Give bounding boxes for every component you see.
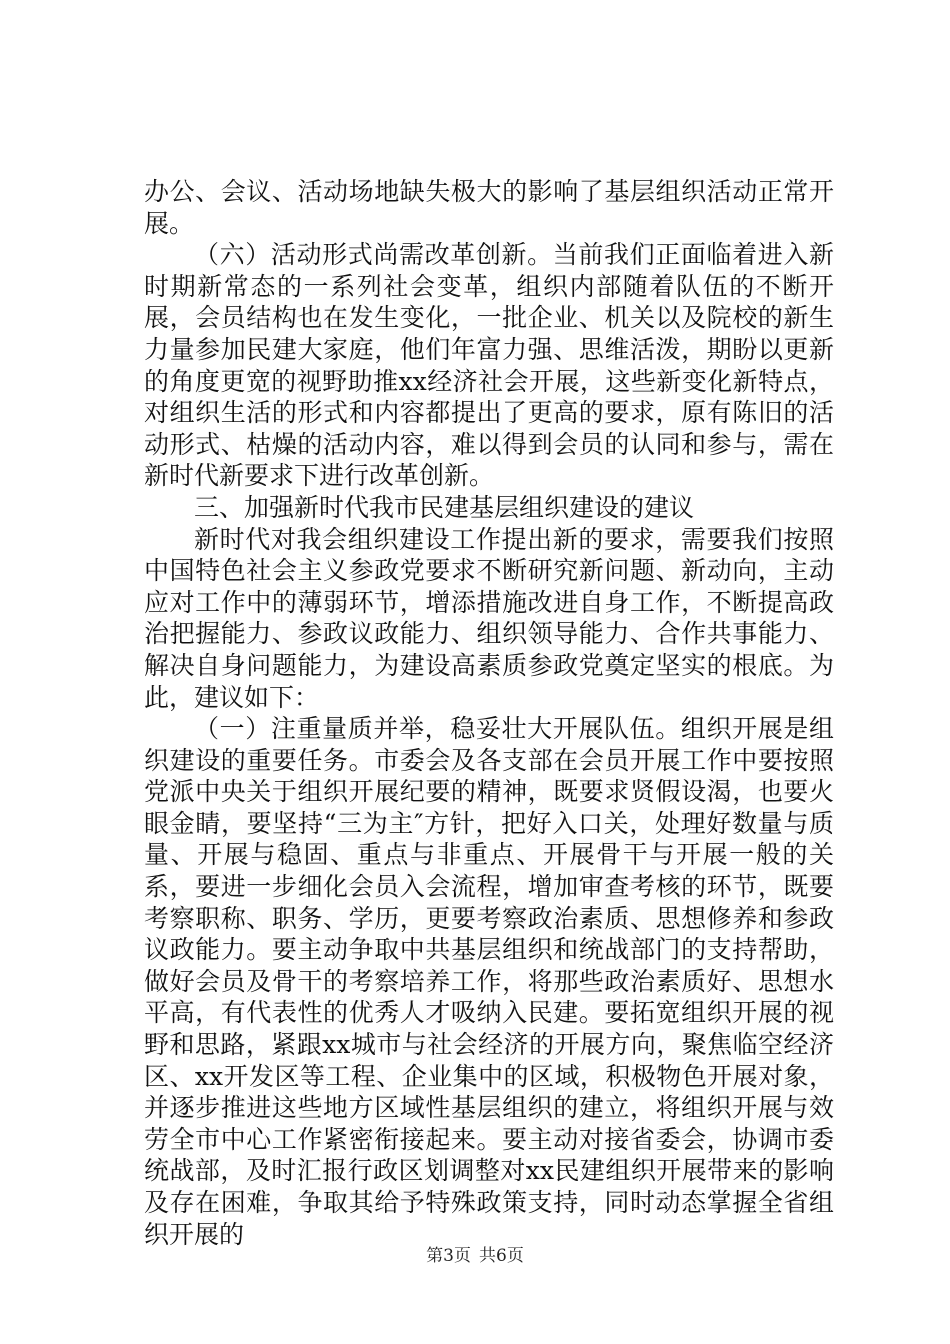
page-footer [0, 1241, 950, 1266]
document-body [144, 176, 834, 1250]
section-heading: 三、加强新时代我市民建基层组织建设的建议 [194, 492, 695, 522]
paragraph: （一）注重量质并举，稳妥壮大开展队伍。组织开展是组织建设的重要任务。市委会及各支部在会员开展工作中要按照党派中央关于组织开展纪要的精神，既要求贤假设渴，也要火眼金睛，要坚持“三为主″方针，把好入口关，处理好数量与质量、开展与稳固、重点与非重点、开展骨干与开展一般的关系，要进一步细化会员入会流程，增加审查考核的环节，既要考察职称、职务、学历，更要考察政治素质、思想修养和参政议政能力。要主动争取中共基层组织和统战部门的支持帮助，做好会员及骨干的考察培养工作，将那些政治素质好、思想水平高，有代表性的优秀人才吸纳入民建。要拓宽组织开展的视野和思路，紧跟xx城市与社会经济的开展方向，聚焦临空经济区、xx开发区等工程、企业集中的区域，积极物色开展对象，并逐步推进这些地方区域性基层组织的建立，将组织开展与效劳全市中心工作紧密衔接起来。要主动对接省委会，协调市委统战部，及时汇报行政区划调整对xx民建组织开展带来的影响及存在困难，争取其给予特殊政策支持，同时动态掌握全省组织开展的 [144, 714, 834, 1249]
paragraph: 新时代对我会组织建设工作提出新的要求，需要我们按照中国特色社会主义参政党要求不断研究新问题、新动向，主动应对工作中的薄弱环节，增添措施改进自身工作，不断提高政治把握能力、参政议政能力、组织领导能力、合作共事能力、解决自身问题能力，为建设高素质参政党奠定坚实的根底。为此，建议如下： [144, 524, 834, 712]
page-number: 第3页 [426, 1246, 471, 1266]
paragraph: （六）活动形式尚需改革创新。当前我们正面临着进入新时期新常态的一系列社会变革，组织内部随着队伍的不断开展，会员结构也在发生变化，一批企业、机关以及院校的新生力量参加民建大家庭，他们年富力强、思维活泼，期盼以更新的角度更宽的视野助推xx经济社会开展，这些新变化新特点，对组织生活的形式和内容都提出了更高的要求，原有陈旧的活动形式、枯燥的活动内容，难以得到会员的认同和参与，需在新时代新要求下进行改革创新。 [144, 240, 834, 491]
paragraph: 办公、会议、活动场地缺失极大的影响了基层组织活动正常开展。 [144, 177, 834, 238]
page-total: 共6页 [479, 1246, 524, 1266]
